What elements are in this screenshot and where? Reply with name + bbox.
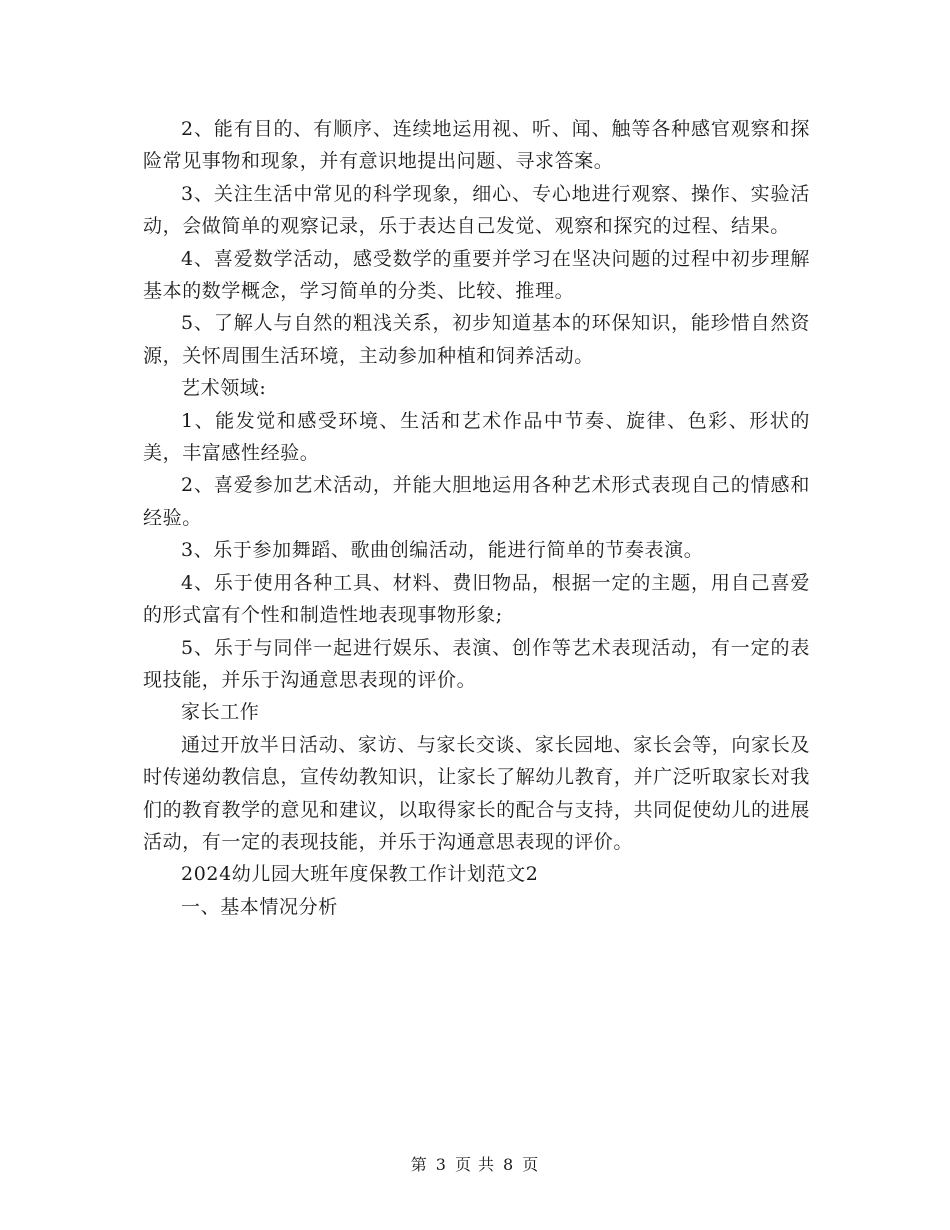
section-heading: 艺术领域:: [181, 377, 267, 400]
paragraph: 2、能有目的、有顺序、连续地运用视、听、闻、触等各种感官观察和探险常见事物和现象，并有意识地提出问题、寻求答案。: [143, 118, 810, 173]
total-page-count: 8: [503, 1155, 515, 1174]
page-footer: [0, 1152, 950, 1175]
footer-middle: 页 共: [454, 1155, 496, 1174]
document-body: [143, 113, 810, 923]
paragraph: 1、能发觉和感受环境、生活和艺术作品中节奏、旋律、色彩、形状的美，丰富感性经验。: [143, 409, 810, 465]
paragraph: 4、喜爱数学活动，感受数学的重要并学习在坚决问题的过程中初步理解基本的数学概念，学习简单的分类、比较、推理。: [143, 247, 810, 303]
paragraph: 2、喜爱参加艺术活动，并能大胆地运用各种艺术形式表现自己的情感和经验。: [143, 474, 810, 529]
footer-prefix: 第: [410, 1155, 428, 1174]
paragraph: 3、关注生活中常见的科学现象，细心、专心地进行观察、操作、实验活动，会做简单的观察记录，乐于表达自己发觉、观察和探究的过程、结果。: [143, 182, 810, 238]
section-heading: 家长工作: [181, 701, 260, 724]
paragraph: 5、了解人与自然的粗浅关系，初步知道基本的环保知识，能珍惜自然资源，关怀周围生活环境，主动参加种植和饲养活动。: [143, 312, 810, 367]
paragraph: 4、乐于使用各种工具、材料、费旧物品，根据一定的主题，用自己喜爱的形式富有个性和制造性地表现事物形象;: [143, 571, 810, 627]
section-heading: 一、基本情况分析: [181, 895, 338, 918]
paragraph: 3、乐于参加舞蹈、歌曲创编活动，能进行简单的节奏表演。: [181, 539, 704, 562]
footer-suffix: 页: [522, 1155, 540, 1174]
paragraph: 通过开放半日活动、家访、与家长交谈、家长园地、家长会等，向家长及时传递幼教信息，宣传幼教知识，让家长了解幼儿教育，并广泛听取家长对我们的教育教学的意见和建议，以取得家长的配合与支持，共同促使幼儿的进展活动，有一定的表现技能，并乐于沟通意思表现的评价。: [143, 733, 810, 853]
current-page-number: 3: [435, 1155, 447, 1174]
paragraph: 5、乐于与同伴一起进行娱乐、表演、创作等艺术表现活动，有一定的表现技能，并乐于沟通意思表现的评价。: [143, 636, 810, 691]
document-title: 2024幼儿园大班年度保教工作计划范文2: [181, 863, 539, 886]
